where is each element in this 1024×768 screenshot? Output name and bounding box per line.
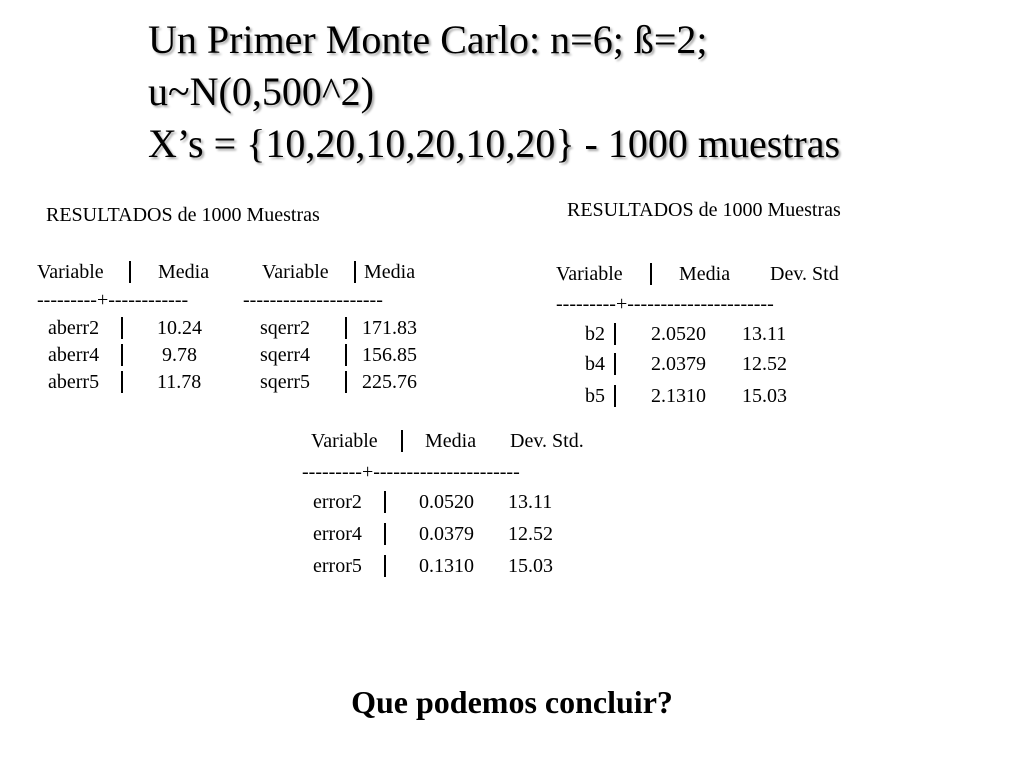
- left-row-name: aberr2: [48, 317, 100, 339]
- right-row-name: b5: [585, 385, 605, 407]
- right-row-divider: [614, 323, 616, 345]
- bottom-row-name: error5: [313, 555, 362, 577]
- bottom-row-media: 0.0379: [419, 523, 474, 545]
- right-row-dev: 15.03: [742, 385, 787, 407]
- right-table-caption: RESULTADOS de 1000 Muestras: [567, 199, 841, 221]
- title-line-2: u~N(0,500^2): [148, 69, 374, 114]
- left-header-divider: [129, 261, 131, 283]
- right-header-divider: [650, 263, 652, 285]
- left-row-media-2: 171.83: [362, 317, 417, 339]
- left-header-media: Media: [158, 261, 210, 283]
- bottom-row-divider: [384, 555, 386, 577]
- bottom-header-variable: Variable: [311, 430, 378, 452]
- left-row-name: aberr4: [48, 344, 100, 366]
- right-header-variable: Variable: [556, 263, 623, 285]
- left-header-media-2: Media: [364, 261, 416, 283]
- right-row-divider: [614, 385, 616, 407]
- right-row-media: 2.0520: [651, 323, 706, 345]
- bottom-header-media: Media: [425, 430, 477, 452]
- right-row-divider: [614, 353, 616, 375]
- left-row-name: aberr5: [48, 371, 100, 393]
- right-row-dev: 12.52: [742, 353, 787, 375]
- bottom-row-dev: 13.11: [508, 491, 553, 513]
- right-separator: ---------+----------------------: [556, 293, 774, 315]
- left-row-divider: [121, 317, 123, 339]
- left-separator-1: ---------+------------: [37, 289, 189, 311]
- right-row-name: b2: [585, 323, 605, 345]
- bottom-row-divider: [384, 491, 386, 513]
- bottom-header-divider: [401, 430, 403, 452]
- conclusion-question: Que podemos concluir?: [351, 684, 673, 720]
- right-row-dev: 13.11: [742, 323, 787, 345]
- bottom-header-dev: Dev. Std.: [510, 430, 584, 452]
- left-row-divider: [121, 371, 123, 393]
- title-line-3: X’s = {10,20,10,20,10,20} - 1000 muestras: [148, 121, 841, 166]
- left-row-name-2: sqerr4: [260, 344, 310, 366]
- left-header-divider-2: [354, 261, 356, 283]
- bottom-row-media: 0.0520: [419, 491, 474, 513]
- bottom-row-divider: [384, 523, 386, 545]
- right-header-media: Media: [679, 263, 731, 285]
- right-header-dev: Dev. Std: [770, 263, 839, 285]
- left-row-media: 9.78: [162, 344, 197, 366]
- right-row-media: 2.0379: [651, 353, 706, 375]
- bottom-row-dev: 12.52: [508, 523, 553, 545]
- bottom-separator: ---------+----------------------: [302, 461, 520, 483]
- right-row-media: 2.1310: [651, 385, 706, 407]
- bottom-row-media: 0.1310: [419, 555, 474, 577]
- bottom-row-name: error4: [313, 523, 362, 545]
- bottom-row-dev: 15.03: [508, 555, 553, 577]
- left-row-media-2: 156.85: [362, 344, 417, 366]
- left-row-divider-2: [345, 317, 347, 339]
- left-header-variable: Variable: [37, 261, 104, 283]
- title-line-1: Un Primer Monte Carlo: n=6; ß=2;: [148, 17, 708, 62]
- slide-title: [148, 14, 840, 170]
- left-row-divider: [121, 344, 123, 366]
- left-row-media-2: 225.76: [362, 371, 417, 393]
- left-table-caption: RESULTADOS de 1000 Muestras: [46, 204, 320, 226]
- bottom-row-name: error2: [313, 491, 362, 513]
- right-row-name: b4: [585, 353, 605, 375]
- left-separator-2: ---------------------: [243, 289, 383, 311]
- left-header-variable-2: Variable: [262, 261, 329, 283]
- left-row-divider-2: [345, 371, 347, 393]
- left-row-media: 11.78: [157, 371, 202, 393]
- left-row-media: 10.24: [157, 317, 202, 339]
- left-row-divider-2: [345, 344, 347, 366]
- left-row-name-2: sqerr5: [260, 371, 310, 393]
- left-row-name-2: sqerr2: [260, 317, 310, 339]
